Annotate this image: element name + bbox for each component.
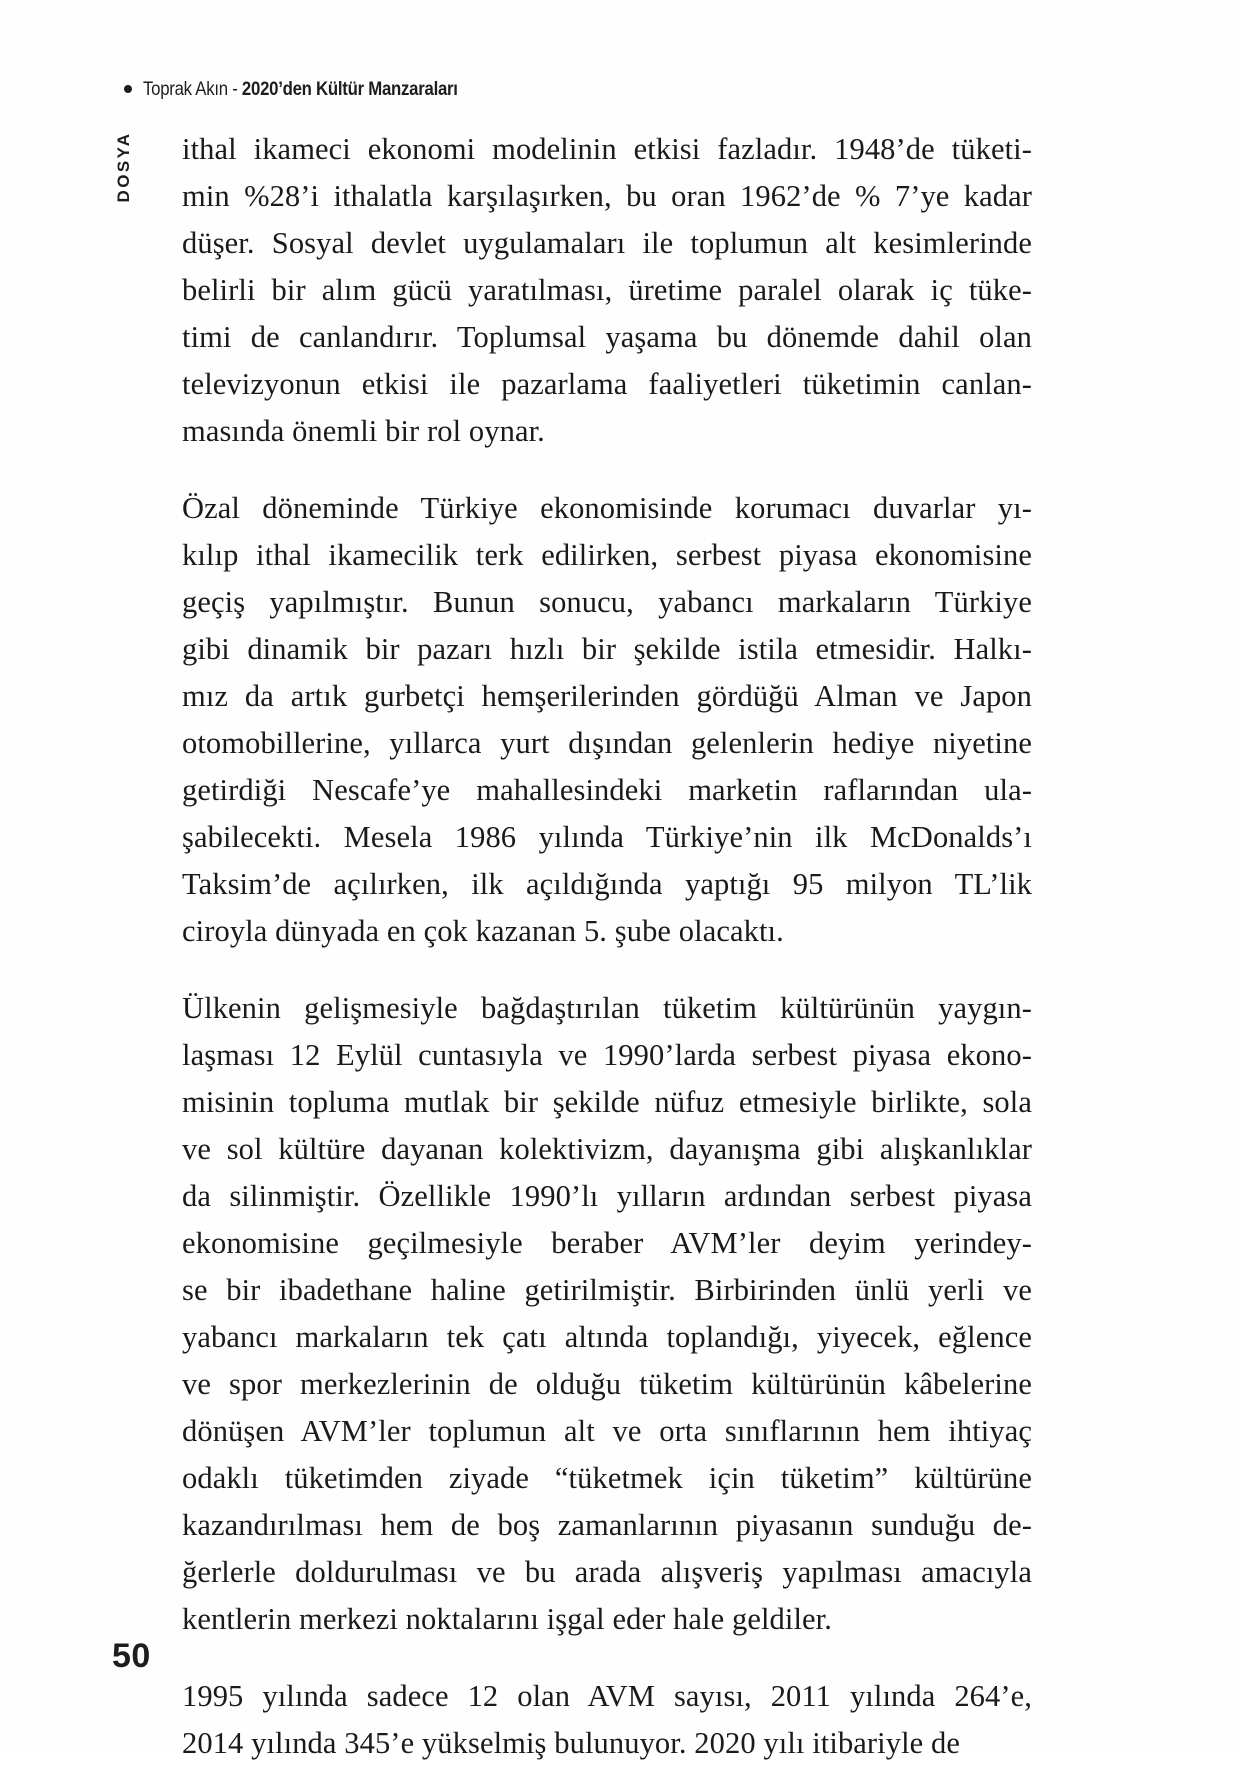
text-line: Özal döneminde Türkiye ekonomisinde korumacı duvarlar yı- xyxy=(182,491,1032,525)
text-line: getirdiği Nescafe’ye mahallesindeki marketin raflarından ula- xyxy=(182,773,1032,807)
text-line: dönüşen AVM’ler toplumun alt ve orta sınıflarının hem ihtiyaç xyxy=(182,1414,1032,1448)
text-line: şabilecekti. Mesela 1986 yılında Türkiye’nin ilk McDonalds’ı xyxy=(182,820,1032,854)
paragraph-2 xyxy=(182,485,1032,955)
paragraph-3 xyxy=(182,985,1032,1643)
text-line: min %28’i ithalatla karşılaşırken, bu oran 1962’de % 7’ye kadar xyxy=(182,179,1032,213)
text-line: Ülkenin gelişmesiyle bağdaştırılan tüketim kültürünün yaygın- xyxy=(182,991,1032,1025)
text-line: kentlerin merkezi noktalarını işgal eder hale geldiler. xyxy=(182,1602,832,1636)
text-line: kılıp ithal ikamecilik terk edilirken, serbest piyasa ekonomisine xyxy=(182,538,1032,572)
header-author: Toprak Akın xyxy=(143,78,228,100)
header-title: 2020’den Kültür Manzaraları xyxy=(241,78,458,100)
text-line: televizyonun etkisi ile pazarlama faaliyetleri tüketimin canlan- xyxy=(182,367,1032,401)
text-line: masında önemli bir rol oynar. xyxy=(182,414,545,448)
text-line: ithal ikameci ekonomi modelinin etkisi fazladır. 1948’de tüketi- xyxy=(182,132,1032,166)
text-line: laşması 12 Eylül cuntasıyla ve 1990’larda serbest piyasa ekono- xyxy=(182,1038,1032,1072)
paragraph-1 xyxy=(182,126,1032,455)
section-tab-label: DOSYA xyxy=(114,131,133,203)
text-line: mız da artık gurbetçi hemşerilerinden gördüğü Alman ve Japon xyxy=(182,679,1032,713)
text-line: Taksim’de açılırken, ilk açıldığında yaptığı 95 milyon TL’lik xyxy=(182,867,1032,901)
text-line: belirli bir alım gücü yaratılması, üretime paralel olarak iç tüke- xyxy=(182,273,1032,307)
text-line: kazandırılması hem de boş zamanlarının piyasanın sunduğu de- xyxy=(182,1508,1032,1542)
text-line: ekonomisine geçilmesiyle beraber AVM’ler deyim yerindey- xyxy=(182,1226,1032,1260)
bullet-dot-icon xyxy=(124,85,132,93)
text-line: timi de canlandırır. Toplumsal yaşama bu dönemde dahil olan xyxy=(182,320,1032,354)
text-line: da silinmiştir. Özellikle 1990’lı yılların ardından serbest piyasa xyxy=(182,1179,1032,1213)
text-line: düşer. Sosyal devlet uygulamaları ile toplumun alt kesimlerinde xyxy=(182,226,1032,260)
text-line: otomobillerine, yıllarca yurt dışından gelenlerin hediye niyetine xyxy=(182,726,1032,760)
text-line: 2014 yılında 345’e yükselmiş bulunuyor. 2020 yılı itibariyle de xyxy=(182,1726,961,1760)
text-line: misinin topluma mutlak bir şekilde nüfuz etmesiyle birlikte, sola xyxy=(182,1085,1032,1119)
header-separator: - xyxy=(227,78,242,100)
text-line: 1995 yılında sadece 12 olan AVM sayısı, 2011 yılında 264’e, xyxy=(182,1679,1032,1713)
text-line: se bir ibadethane haline getirilmiştir. Birbirinden ünlü yerli ve xyxy=(182,1273,1032,1307)
text-line: gibi dinamik bir pazarı hızlı bir şekilde istila etmesidir. Halkı- xyxy=(182,632,1032,666)
text-line: yabancı markaların tek çatı altında toplandığı, yiyecek, eğlence xyxy=(182,1320,1032,1354)
paragraph-4 xyxy=(182,1673,1032,1767)
running-header-text xyxy=(143,78,458,101)
section-tab xyxy=(107,112,141,222)
text-line: ğerlerle doldurulması ve bu arada alışveriş yapılması amacıyla xyxy=(182,1555,1032,1589)
text-line: ve sol kültüre dayanan kolektivizm, dayanışma gibi alışkanlıklar xyxy=(182,1132,1032,1166)
page-number: 50 xyxy=(112,1637,151,1675)
text-line: odaklı tüketimden ziyade “tüketmek için tüketim” kültürüne xyxy=(182,1461,1032,1495)
text-line: ve spor merkezlerinin de olduğu tüketim kültürünün kâbelerine xyxy=(182,1367,1032,1401)
text-line: ciroyla dünyada en çok kazanan 5. şube olacaktı. xyxy=(182,914,784,948)
body-text-column xyxy=(182,126,1032,1767)
running-header xyxy=(124,78,509,101)
text-line: geçiş yapılmıştır. Bunun sonucu, yabancı markaların Türkiye xyxy=(182,585,1032,619)
